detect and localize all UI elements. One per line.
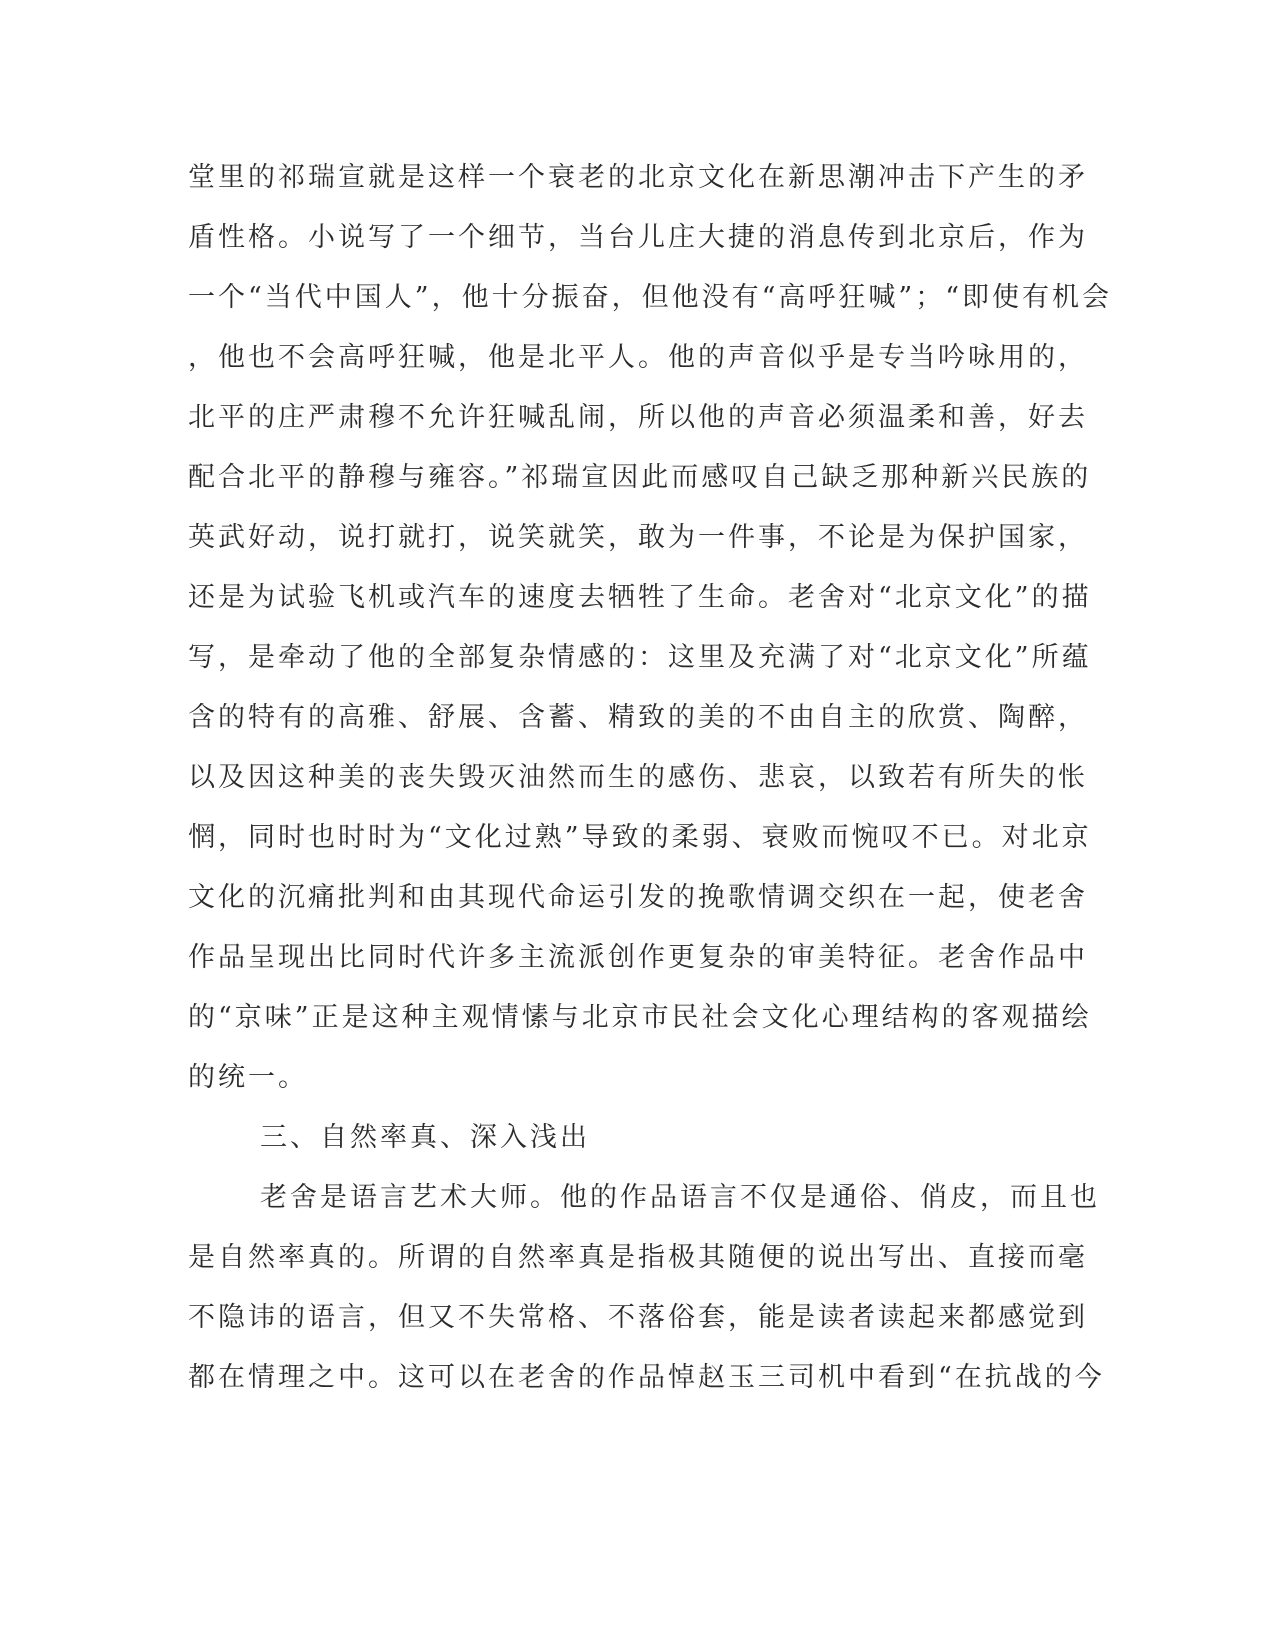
- text-line: 北平的庄严肃穆不允许狂喊乱闹，所以他的声音必须温柔和善，好去: [188, 402, 1088, 433]
- text-line: 的统一。: [188, 1062, 308, 1093]
- text-line: 是自然率真的。所谓的自然率真是指极其随便的说出写出、直接而毫: [188, 1242, 1088, 1273]
- text-line: 文化的沉痛批判和由其现代命运引发的挽歌情调交织在一起，使老舍: [188, 882, 1088, 913]
- text-line: 作品呈现出比同时代许多主流派创作更复杂的审美特征。老舍作品中: [188, 942, 1088, 973]
- text-line: ，他也不会高呼狂喊，他是北平人。他的声音似乎是专当吟咏用的，: [188, 342, 1088, 373]
- text-line: 盾性格。小说写了一个细节，当台儿庄大捷的消息传到北京后，作为: [188, 222, 1088, 253]
- body-text: [188, 161, 1113, 1421]
- text-line: 一个“当代中国人”，他十分振奋，但他没有“高呼狂喊”；“即使有机会: [188, 282, 1113, 313]
- text-line: 的“京味”正是这种主观情愫与北京市民社会文化心理结构的客观描绘: [188, 1002, 1092, 1033]
- text-line: 老舍是语言艺术大师。他的作品语言不仅是通俗、俏皮，而且也: [260, 1182, 1100, 1213]
- text-line: 写，是牵动了他的全部复杂情感的：这里及充满了对“北京文化”所蕴: [188, 642, 1092, 673]
- text-line: 配合北平的静穆与雍容。”祁瑞宣因此而感叹自己缺乏那种新兴民族的: [188, 462, 1092, 493]
- text-line: 都在情理之中。这可以在老舍的作品悼赵玉三司机中看到“在抗战的今: [188, 1362, 1105, 1393]
- text-line: 惘，同时也时时为“文化过熟”导致的柔弱、衰败而惋叹不已。对北京: [188, 822, 1092, 853]
- text-line: 含的特有的高雅、舒展、含蓄、精致的美的不由自主的欣赏、陶醉，: [188, 702, 1088, 733]
- text-line: 英武好动，说打就打，说笑就笑，敢为一件事，不论是为保护国家，: [188, 522, 1088, 553]
- text-line: 还是为试验飞机或汽车的速度去牺牲了生命。老舍对“北京文化”的描: [188, 582, 1092, 613]
- text-line: 以及因这种美的丧失毁灭油然而生的感伤、悲哀，以致若有所失的怅: [188, 762, 1088, 793]
- text-line: 不隐讳的语言，但又不失常格、不落俗套，能是读者读起来都感觉到: [188, 1302, 1088, 1333]
- text-line: 堂里的祁瑞宣就是这样一个衰老的北京文化在新思潮冲击下产生的矛: [188, 162, 1088, 193]
- section-heading: 三、自然率真、深入浅出: [260, 1122, 590, 1153]
